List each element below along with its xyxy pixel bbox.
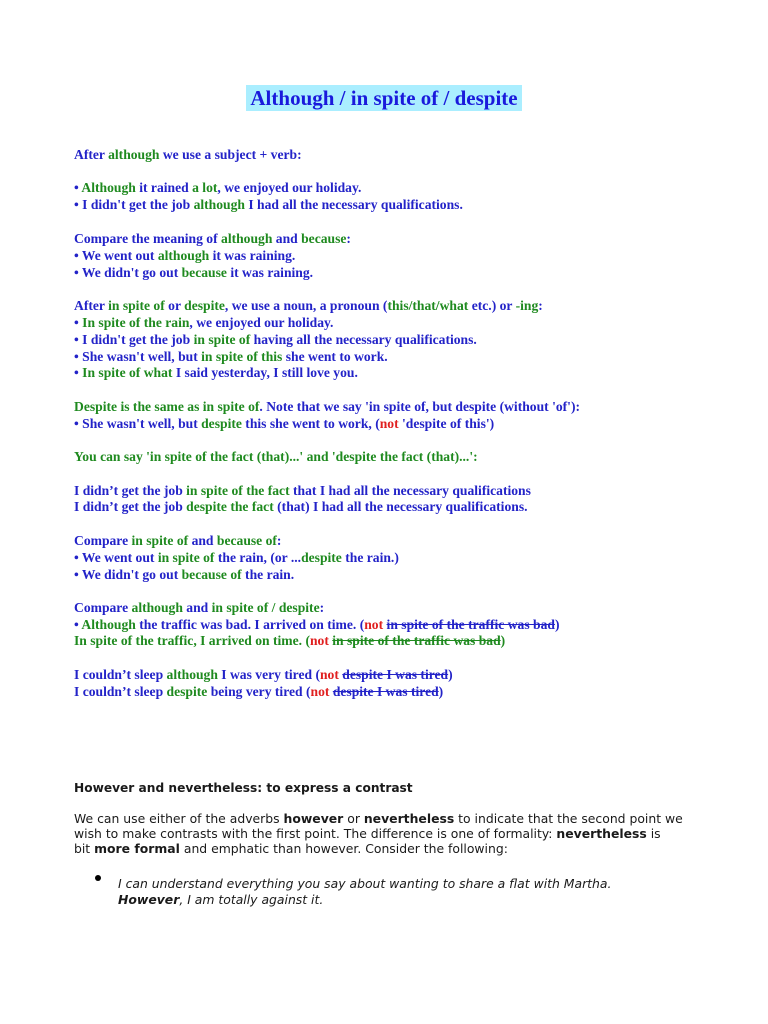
bullet-example-line: However, I am totally against it. bbox=[118, 892, 324, 907]
example-line: • She wasn't well, but despite this she went to work, (not 'despite of this') bbox=[74, 416, 495, 431]
paragraph-line: bit more formal and emphatic than however. Consider the following: bbox=[74, 841, 508, 856]
example-line: • We didn't go out because it was raining. bbox=[74, 265, 314, 280]
example-line: I couldn’t sleep although I was very tired (not despite I was tired) bbox=[74, 667, 453, 682]
example-line: I didn’t get the job despite the fact (that) I had all the necessary qualifications. bbox=[74, 499, 528, 514]
paragraph-line: We can use either of the adverbs however or nevertheless to indicate that the second point we bbox=[74, 811, 683, 826]
section-the-fact: You can say 'in spite of the fact (that)...' and 'despite the fact (that)...': bbox=[74, 449, 478, 464]
example-line: • In spite of what I said yesterday, I still love you. bbox=[74, 365, 358, 380]
section-although-intro: After although we use a subject + verb: bbox=[74, 147, 302, 162]
example-line: • Although it rained a lot, we enjoyed our holiday. bbox=[74, 180, 362, 195]
section-compare-although-because: Compare the meaning of although and because: bbox=[74, 231, 351, 246]
bullet-dot bbox=[95, 875, 101, 881]
page-title bbox=[0, 86, 768, 111]
section-compare-although-despite: Compare although and in spite of / despite: bbox=[74, 600, 325, 615]
example-line: • Although the traffic was bad. I arrived on time. (not in spite of the traffic was bad) bbox=[74, 617, 560, 632]
example-line: • I didn't get the job in spite of having all the necessary qualifications. bbox=[74, 332, 477, 347]
example-line: • We went out although it was raining. bbox=[74, 248, 296, 263]
example-line: • In spite of the rain, we enjoyed our holiday. bbox=[74, 315, 334, 330]
section-heading-however: However and nevertheless: to express a contrast bbox=[74, 781, 413, 795]
title-text: Although / in spite of / despite bbox=[246, 85, 521, 111]
section-compare-because-of: Compare in spite of and because of: bbox=[74, 533, 282, 548]
example-line: I couldn’t sleep despite being very tired (not despite I was tired) bbox=[74, 684, 444, 699]
example-line: • She wasn't well, but in spite of this she went to work. bbox=[74, 349, 388, 364]
section-despite: Despite is the same as in spite of. Note that we say 'in spite of, but despite (without 'of'): bbox=[74, 399, 580, 414]
example-line: • We didn't go out because of the rain. bbox=[74, 567, 295, 582]
section-in-spite-of: After in spite of or despite, we use a noun, a pronoun (this/that/what etc.) or -ing: bbox=[74, 298, 543, 313]
example-line: I didn’t get the job in spite of the fact that I had all the necessary qualifications bbox=[74, 483, 531, 498]
example-line: In spite of the traffic, I arrived on time. (not in spite of the traffic was bad) bbox=[74, 633, 506, 648]
bullet-example-line: I can understand everything you say about wanting to share a flat with Martha. bbox=[118, 876, 612, 891]
example-line: • I didn't get the job although I had all the necessary qualifications. bbox=[74, 197, 463, 212]
paragraph-line: wish to make contrasts with the first point. The difference is one of formality: nevertheless is bbox=[74, 826, 661, 841]
example-line: • We went out in spite of the rain, (or ...despite the rain.) bbox=[74, 550, 399, 565]
